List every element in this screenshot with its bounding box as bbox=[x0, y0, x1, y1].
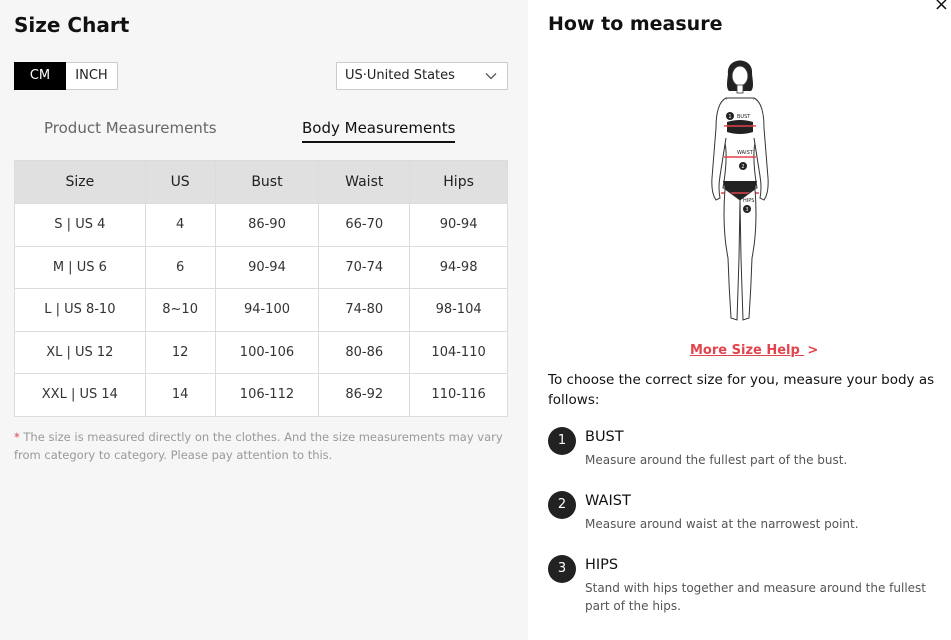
step-description: Stand with hips together and measure around the fullest part of the hips. bbox=[585, 581, 926, 613]
figure-label-bust: BUST bbox=[737, 114, 751, 120]
figure-num-1: 1 bbox=[728, 114, 732, 120]
table-cell: XL | US 12 bbox=[15, 331, 146, 374]
step-number-badge: 1 bbox=[548, 427, 576, 455]
table-cell: 90-94 bbox=[410, 204, 508, 247]
step-number-badge: 3 bbox=[548, 555, 576, 583]
table-cell: 90-94 bbox=[215, 246, 319, 289]
column-header: Waist bbox=[319, 161, 410, 204]
note-text: The size is measured directly on the clothes. And the size measurements may vary from category to category. Please pay attention to this. bbox=[14, 430, 503, 462]
step-label: HIPS bbox=[585, 557, 619, 573]
tab-body-measurements[interactable] bbox=[302, 119, 455, 137]
table-cell: M | US 6 bbox=[15, 246, 146, 289]
table-cell: 86-92 bbox=[319, 374, 410, 417]
table-cell: 6 bbox=[145, 246, 215, 289]
size-chart-title: Size Chart bbox=[14, 13, 130, 37]
table-cell: 98-104 bbox=[410, 289, 508, 332]
table-cell: 106-112 bbox=[215, 374, 319, 417]
step-number-badge: 2 bbox=[548, 491, 576, 519]
table-cell: 12 bbox=[145, 331, 215, 374]
table-row bbox=[15, 289, 508, 332]
body-figure-illustration bbox=[704, 48, 776, 338]
table-cell: 94-100 bbox=[215, 289, 319, 332]
measurement-tabs bbox=[14, 116, 508, 146]
table-cell: XXL | US 14 bbox=[15, 374, 146, 417]
table-cell: 94-98 bbox=[410, 246, 508, 289]
chevron-right-icon: > bbox=[807, 343, 819, 358]
step-description: Measure around the fullest part of the bust. bbox=[585, 453, 848, 467]
table-row bbox=[15, 204, 508, 247]
table-cell: 66-70 bbox=[319, 204, 410, 247]
size-table bbox=[14, 160, 508, 417]
step-description: Measure around waist at the narrowest point. bbox=[585, 517, 859, 531]
table-cell: S | US 4 bbox=[15, 204, 146, 247]
tab-label: Body Measurements bbox=[302, 119, 456, 137]
table-cell: 104-110 bbox=[410, 331, 508, 374]
table-cell: 74-80 bbox=[319, 289, 410, 332]
table-cell: 8~10 bbox=[145, 289, 215, 332]
table-cell: 70-74 bbox=[319, 246, 410, 289]
table-cell: L | US 8-10 bbox=[15, 289, 146, 332]
table-cell: 80-86 bbox=[319, 331, 410, 374]
table-row bbox=[15, 246, 508, 289]
active-tab-underline bbox=[302, 141, 455, 143]
table-cell: 100-106 bbox=[215, 331, 319, 374]
column-header: US bbox=[145, 161, 215, 204]
column-header: Size bbox=[15, 161, 146, 204]
column-header: Bust bbox=[215, 161, 319, 204]
figure-label-hips: HIPS bbox=[743, 198, 755, 204]
how-to-measure-title: How to measure bbox=[548, 13, 723, 35]
table-cell: 86-90 bbox=[215, 204, 319, 247]
table-cell: 4 bbox=[145, 204, 215, 247]
measure-intro: To choose the correct size for you, measure your body as follows: bbox=[548, 372, 935, 408]
figure-num-3: 3 bbox=[745, 207, 749, 213]
figure-num-2: 2 bbox=[741, 164, 745, 170]
country-select-value: US·United States bbox=[345, 68, 455, 83]
unit-inch-button[interactable]: INCH bbox=[66, 62, 118, 90]
tab-product-measurements[interactable] bbox=[44, 119, 217, 137]
step-label: BUST bbox=[585, 429, 624, 445]
table-cell: 14 bbox=[145, 374, 215, 417]
size-note bbox=[14, 428, 504, 464]
chevron-down-icon bbox=[485, 70, 497, 82]
more-size-help-link[interactable] bbox=[690, 343, 818, 358]
tab-label: Product Measurements bbox=[44, 119, 217, 137]
table-header-row bbox=[15, 161, 508, 204]
table-cell: 110-116 bbox=[410, 374, 508, 417]
unit-cm-button[interactable]: CM bbox=[14, 62, 66, 90]
more-size-help-label: More Size Help bbox=[690, 343, 800, 358]
step-label: WAIST bbox=[585, 493, 631, 509]
figure-label-waist: WAIST bbox=[737, 150, 753, 156]
how-to-measure-panel bbox=[528, 0, 951, 640]
close-icon[interactable]: × bbox=[933, 0, 949, 15]
table-row bbox=[15, 331, 508, 374]
note-asterisk: * bbox=[14, 430, 20, 444]
unit-toggle bbox=[14, 62, 118, 90]
column-header: Hips bbox=[410, 161, 508, 204]
table-row bbox=[15, 374, 508, 417]
country-select[interactable] bbox=[336, 62, 508, 90]
